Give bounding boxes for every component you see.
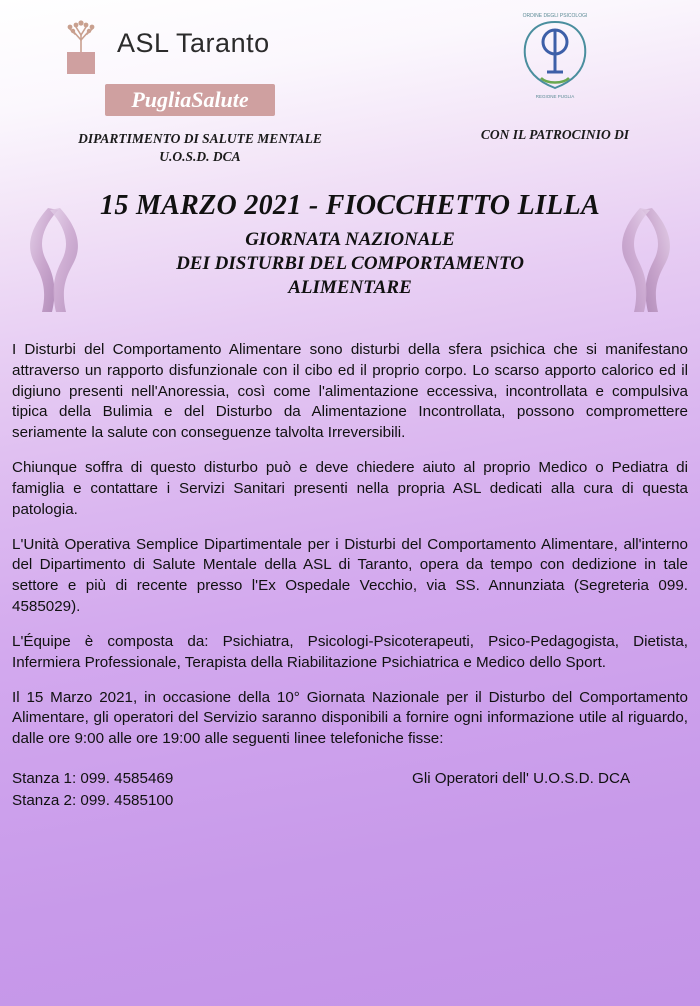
phone-room-2: Stanza 2: 099. 4585100 bbox=[12, 792, 174, 810]
body-paragraph-2: Chiunque soffra di questo disturbo può e deve chiedere aiuto al proprio Medico o Pediatra di famiglia e contattare i Servizi Sanitari presenti nella propria ASL dedicati alla cura di questa patologia. bbox=[12, 459, 688, 518]
body-paragraph-1: I Disturbi del Comportamento Alimentare sono disturbi della sfera psichica che si manifestano attraverso un rapporto disfunzionale con il cibo ed il proprio corpo. Lo scarso apporto calorico ed il digiuno presenti nell'Anoressia, così come l'alimentazione eccessiva, incontrollata e compulsiva tipica della Bulimia e del Disturbo da Alimentazione Incontrollata, possono compromettere seriamente la salute con conseguenze talvolta Irreversibili. bbox=[12, 341, 688, 442]
poster-header bbox=[0, 0, 700, 165]
poster-subtitle bbox=[100, 228, 600, 299]
phone-room-1: Stanza 1: 099. 4585469 bbox=[12, 770, 174, 788]
asl-logo-row bbox=[55, 18, 355, 80]
patronage-label: CON IL PATROCINIO DI bbox=[480, 127, 630, 142]
poster-main-title: 15 MARZO 2021 - FIOCCHETTO LILLA bbox=[100, 190, 600, 221]
body-paragraph-4: L'Équipe è composta da: Psichiatra, Psicologi-Psicoterapeuti, Psico-Pedagogista, Dietista, Infermiera Professionale, Terapista della Riabilitazione Psichiatrica e Medico dello Sport. bbox=[12, 632, 688, 671]
lilac-ribbon-icon-right bbox=[612, 202, 682, 317]
subtitle-line-2: DEI DISTURBI DEL COMPORTAMENTO bbox=[176, 252, 524, 274]
title-area bbox=[0, 190, 700, 330]
asl-logo-block bbox=[55, 18, 355, 166]
subtitle-line-3: ALIMENTARE bbox=[288, 276, 412, 298]
signature-block bbox=[412, 768, 688, 812]
signature-text: Gli Operatori dell' U.O.S.D. DCA bbox=[412, 770, 631, 788]
body-paragraph-5: Il 15 Marzo 2021, in occasione della 10° Giornata Nazionale per il Disturbo del Comportamento Alimentare, gli operatori del Servizio saranno disponibili a fornire ogni informazione utile al riguardo, dalle ore 9:00 alle ore 19:00 alle seguenti linee telefoniche fisse: bbox=[12, 688, 688, 748]
patronage-block bbox=[455, 8, 655, 143]
subtitle-line-1: GIORNATA NAZIONALE bbox=[245, 229, 455, 250]
svg-text:REGIONE PUGLIA: REGIONE PUGLIA bbox=[535, 94, 574, 99]
svg-text:ORDINE DEGLI PSICOLOGI: ORDINE DEGLI PSICOLOGI bbox=[522, 13, 587, 19]
body-paragraph-3: L'Unità Operativa Semplice Dipartimentale per i Disturbi del Comportamento Alimentare, all'interno del Dipartimento di Salute Mentale della ASL di Taranto, opera da tempo con dedizione in tale settore e più di recente presso l'Ex Ospedale Vecchio, via SS. Annunziata (Segreteria 099. 4585029). bbox=[12, 535, 688, 616]
lilac-ribbon-icon-left bbox=[18, 202, 88, 317]
tree-icon bbox=[55, 18, 107, 80]
department-line-2: U.O.S.D. DCA bbox=[159, 149, 241, 165]
psychologists-order-icon bbox=[503, 8, 608, 103]
asl-title: ASL Taranto bbox=[117, 27, 270, 58]
department-line-1: DIPARTIMENTO DI SALUTE MENTALE bbox=[78, 131, 322, 146]
phone-lines bbox=[12, 768, 412, 812]
contacts-section bbox=[0, 768, 700, 812]
poster-body bbox=[0, 340, 700, 750]
department-text bbox=[55, 130, 345, 166]
puglia-salute-logo bbox=[105, 84, 275, 116]
puglia-salute-label: PugliaSalute bbox=[131, 87, 249, 112]
titles bbox=[0, 190, 700, 299]
